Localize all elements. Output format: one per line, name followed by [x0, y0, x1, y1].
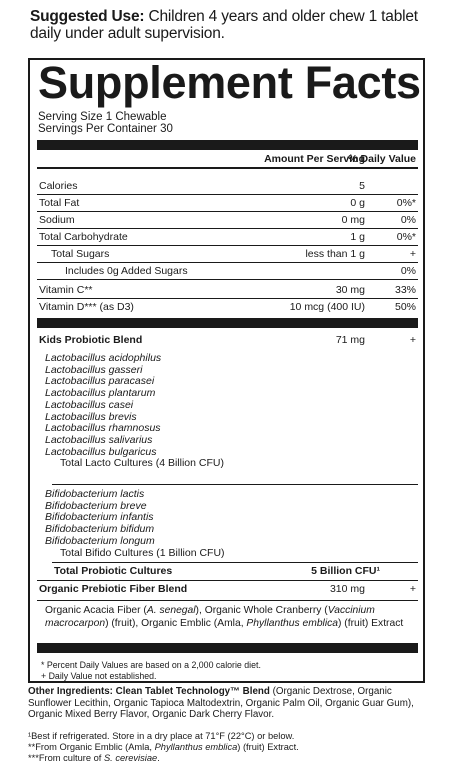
- suggested-use-text: Children 4 years and older chew 1 tablet daily under adult supervision.: [30, 8, 418, 42]
- strain-item: Bifidobacterium infantis: [45, 511, 154, 524]
- other-ingredients: [28, 686, 428, 721]
- footnote-dv: * Percent Daily Values are based on a 2,000 calorie diet.: [41, 660, 261, 670]
- nutrient-dv: 0%: [400, 265, 416, 277]
- nutrient-amount: 5: [359, 180, 365, 192]
- nutrient-dv: 33%: [394, 284, 416, 296]
- divider: [37, 600, 418, 601]
- footnote-not-established: + Daily Value not established.: [41, 670, 157, 681]
- column-header-row: [37, 153, 418, 169]
- nutrient-amount: 0 mg: [341, 214, 365, 226]
- nutrient-dv: 0%*: [396, 231, 416, 243]
- text-span-italic: Vaccinium macrocarpon: [45, 605, 375, 629]
- strain-item: Lactobacillus plantarum: [45, 387, 156, 400]
- prebiotic-ingredients: [45, 605, 417, 630]
- text-span: ) (fruit), Organic Emblic (Amla,: [105, 617, 247, 629]
- lacto-total: Total Lacto Cultures (4 Billion CFU): [60, 457, 224, 470]
- thick-divider: [37, 140, 418, 150]
- nutrient-dv: 0%*: [396, 197, 416, 209]
- probiotic-blend-row: [37, 334, 418, 348]
- nutrient-label: Sodium: [39, 214, 75, 226]
- footnotes: [28, 731, 428, 764]
- header-dv: % Daily Value: [348, 153, 416, 165]
- text-span: Organic Acacia Fiber (: [45, 605, 147, 616]
- probiotic-blend-dv: +: [409, 334, 416, 346]
- nutrient-amount: less than 1 g: [305, 248, 365, 260]
- servings-per-container: Servings Per Container 30: [38, 122, 173, 135]
- serving-size: Serving Size 1 Chewable: [38, 111, 167, 123]
- nutrient-amount: 30 mg: [335, 284, 365, 296]
- nutrient-row-vitamin-d: [37, 301, 418, 315]
- supplement-facts-panel: [28, 58, 425, 683]
- text-span: ) (fruit) Extract: [338, 617, 404, 629]
- note-vitamin-d-source: [28, 753, 428, 764]
- text-span: .: [157, 753, 160, 763]
- lacto-strain-list: [45, 353, 415, 470]
- serving-info: [38, 112, 173, 135]
- thick-divider: [37, 643, 418, 653]
- divider: [37, 580, 418, 581]
- nutrient-amount: 10 mcg (400 IU): [289, 301, 365, 313]
- panel-title: Supplement Facts: [38, 57, 421, 108]
- divider: [52, 562, 418, 563]
- nutrient-label: Vitamin D*** (as D3): [39, 301, 134, 313]
- prebiotic-blend-amount: 310 mg: [329, 583, 365, 595]
- strain-item: Bifidobacterium bifidum: [45, 523, 155, 536]
- nutrient-amount: 1 g: [350, 231, 365, 243]
- strain-item: Lactobacillus paracasei: [45, 375, 155, 388]
- suggested-use: [30, 8, 450, 42]
- text-span-italic: S. cerevisiae: [103, 753, 158, 763]
- strain-item: Bifidobacterium lactis: [45, 488, 145, 500]
- strain-item: Lactobacillus bulgaricus: [45, 445, 157, 458]
- text-span: ***From culture of: [28, 753, 104, 763]
- strain-item: Lactobacillus brevis: [45, 410, 137, 423]
- probiotic-blend-label: Kids Probiotic Blend: [39, 334, 143, 346]
- strain-item: Lactobacillus casei: [45, 398, 134, 411]
- divider: [52, 484, 418, 485]
- strain-item: Lactobacillus rhamnosus: [45, 422, 161, 435]
- total-cultures-label: Total Probiotic Cultures: [54, 565, 173, 577]
- nutrient-row-total-fat: [37, 197, 418, 212]
- text-span-italic: Phyllanthus emblica: [154, 742, 238, 752]
- text-span-italic: A. senegal: [146, 605, 196, 616]
- nutrient-amount: 0 g: [350, 197, 365, 209]
- prebiotic-blend-dv: +: [409, 583, 416, 595]
- strain-item: Lactobacillus gasseri: [45, 363, 143, 376]
- probiotic-blend-amount: 71 mg: [335, 334, 365, 346]
- nutrient-label: Includes 0g Added Sugars: [65, 265, 188, 277]
- nutrient-row-total-carbohydrate: [37, 231, 418, 246]
- nutrient-label: Total Carbohydrate: [39, 231, 128, 243]
- nutrient-row-added-sugars: [37, 265, 418, 280]
- nutrient-label: Calories: [39, 180, 78, 192]
- text-span-italic: Phyllanthus emblica: [246, 617, 338, 629]
- nutrient-dv: 50%: [394, 301, 416, 313]
- strain-item: Lactobacillus salivarius: [45, 433, 153, 446]
- nutrient-row-calories: [37, 180, 418, 195]
- nutrient-dv: 0%: [400, 214, 416, 226]
- suggested-use-label: Suggested Use:: [30, 8, 145, 25]
- note-refrigerate: ¹Best if refrigerated. Store in a dry place at 71°F (22°C) or below.: [28, 731, 295, 741]
- strain-item: Lactobacillus acidophilus: [45, 352, 162, 364]
- nutrient-label: Vitamin C**: [39, 284, 93, 296]
- thick-divider: [37, 318, 418, 328]
- nutrient-row-total-sugars: [37, 248, 418, 263]
- bifido-total: Total Bifido Cultures (1 Billion CFU): [60, 546, 225, 559]
- prebiotic-blend-row: [37, 583, 418, 597]
- nutrient-label: Total Fat: [39, 197, 80, 209]
- nutrient-label: Total Sugars: [51, 248, 110, 260]
- other-ingredients-text: (Organic Dextrose, Organic Sunflower Lecithin, Organic Tapioca Maltodextrin, Organic Palm Oil, Organic Guar Gum), Organic Mixed Berry Flavor, Organic Dark Cherry Flavor.: [28, 686, 414, 721]
- nutrient-row-sodium: [37, 214, 418, 229]
- text-span: ), Organic Whole Cranberry (: [195, 605, 328, 616]
- total-cultures-amount: 5 Billion CFU¹: [311, 565, 380, 577]
- nutrient-dv: +: [409, 248, 416, 260]
- total-cultures-row: [52, 565, 418, 579]
- other-ingredients-label: Other Ingredients: Clean Tablet Technology™ Blend: [28, 686, 270, 697]
- nutrient-row-vitamin-c: [37, 284, 418, 299]
- text-span: ) (fruit) Extract.: [237, 742, 299, 752]
- prebiotic-blend-label: Organic Prebiotic Fiber Blend: [39, 583, 188, 595]
- strain-item: Bifidobacterium breve: [45, 499, 147, 512]
- header-amount: Amount Per Serving: [264, 153, 365, 165]
- strain-item: Bifidobacterium longum: [45, 534, 155, 547]
- text-span: **From Organic Emblic (Amla,: [28, 742, 155, 752]
- bifido-strain-list: [45, 489, 415, 559]
- panel-footnotes: [41, 660, 261, 681]
- note-vitamin-c-source: [28, 742, 428, 753]
